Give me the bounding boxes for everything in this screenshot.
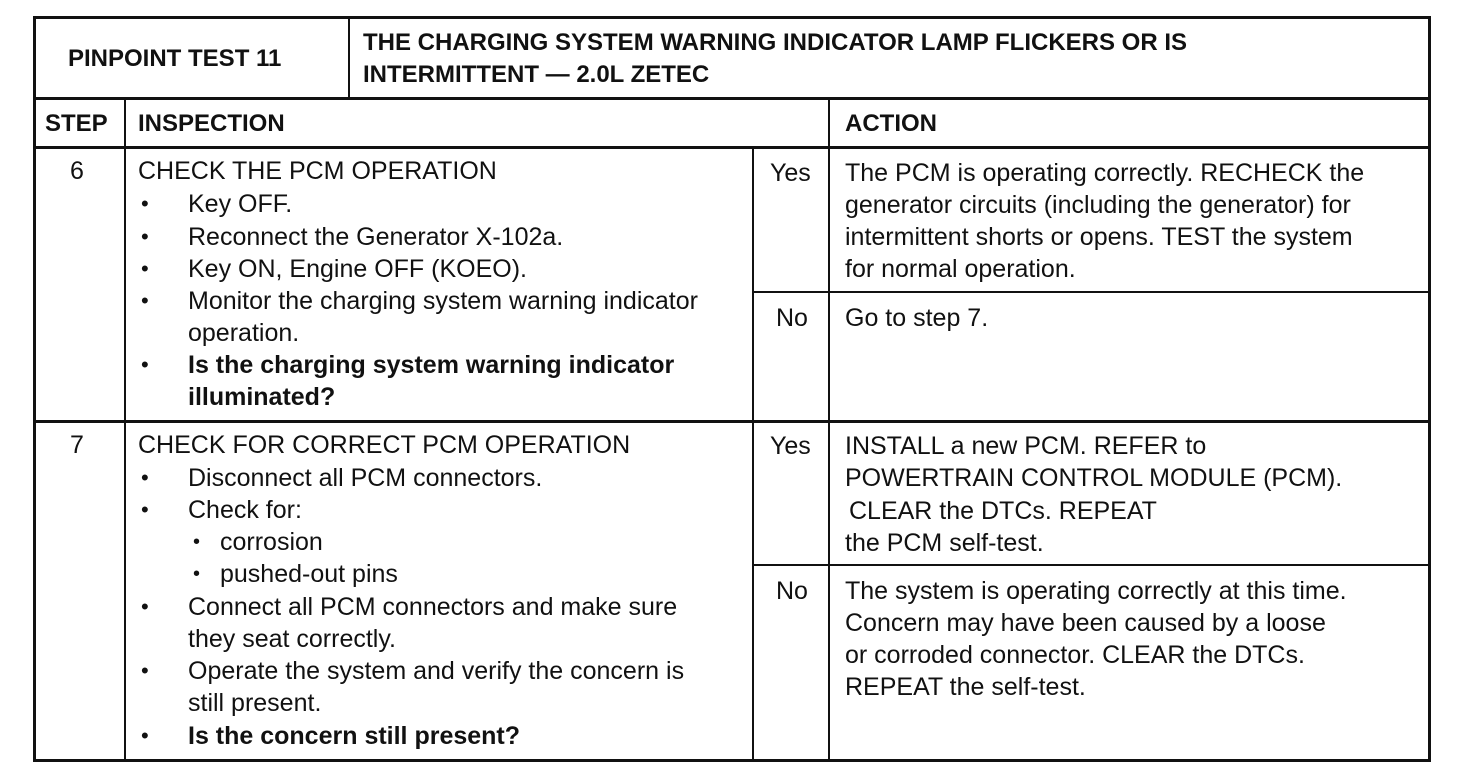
inspection-item: Key ON, Engine OFF (KOEO). <box>188 255 527 283</box>
inspection-question-continued: illuminated? <box>188 383 336 411</box>
no-label: No <box>776 304 808 332</box>
step-heading: CHECK FOR CORRECT PCM OPERATION <box>138 431 631 459</box>
column-header-step: STEP <box>45 110 108 137</box>
inspection-item: Key OFF. <box>188 190 293 218</box>
header-divider <box>348 18 350 98</box>
column-header-inspection: INSPECTION <box>138 110 285 137</box>
bullet-icon: • <box>141 658 149 683</box>
action-line: generator circuits (including the generator) for <box>845 191 1351 219</box>
action-line: The PCM is operating correctly. RECHECK the <box>845 159 1365 187</box>
inspection-divider <box>752 148 754 760</box>
bullet-icon: • <box>141 224 149 249</box>
test-id: PINPOINT TEST 11 <box>68 45 282 72</box>
action-line: intermittent shorts or opens. TEST the system <box>845 223 1353 251</box>
title-rule <box>35 97 1429 100</box>
action-line: Concern may have been caused by a loose <box>845 609 1326 637</box>
step-number: 6 <box>70 157 84 185</box>
inspection-item: Monitor the charging system warning indicator <box>188 287 698 315</box>
inspection-question: Is the charging system warning indicator <box>188 351 675 379</box>
no-label: No <box>776 577 808 605</box>
action-line: The system is operating correctly at this time. <box>845 577 1347 605</box>
yes-label: Yes <box>770 432 811 460</box>
action-line: INSTALL a new PCM. REFER to <box>845 432 1207 460</box>
yes-label: Yes <box>770 159 811 187</box>
action-line: the PCM self-test. <box>845 529 1044 557</box>
action-line: or corroded connector. CLEAR the DTCs. <box>845 641 1305 669</box>
step-number: 7 <box>70 431 84 459</box>
action-line: CLEAR the DTCs. REPEAT <box>849 497 1157 525</box>
inspection-sub-item: corrosion <box>220 528 323 556</box>
test-title-line-1: THE CHARGING SYSTEM WARNING INDICATOR LAMP FLICKERS OR IS <box>363 29 1188 56</box>
inspection-item-continued: still present. <box>188 689 322 717</box>
inspection-item: Disconnect all PCM connectors. <box>188 464 543 492</box>
inspection-item: Operate the system and verify the concern is <box>188 657 685 685</box>
action-line: for normal operation. <box>845 255 1076 283</box>
bullet-icon: • <box>141 288 149 313</box>
bullet-icon: • <box>141 191 149 216</box>
sub-bullet-icon: • <box>193 531 201 553</box>
test-title-line-2: INTERMITTENT — 2.0L ZETEC <box>363 61 710 88</box>
step-row-divider <box>35 420 1429 423</box>
step7-yes-no-divider <box>753 564 1429 566</box>
action-line: POWERTRAIN CONTROL MODULE (PCM). <box>845 464 1343 492</box>
inspection-item-continued: they seat correctly. <box>188 625 396 653</box>
column-header-action: ACTION <box>845 110 937 137</box>
inspection-item-continued: operation. <box>188 319 300 347</box>
inspection-item: Reconnect the Generator X-102a. <box>188 223 564 251</box>
sub-bullet-icon: • <box>193 563 201 585</box>
action-line: Go to step 7. <box>845 304 989 332</box>
bullet-icon: • <box>141 594 149 619</box>
bullet-icon: • <box>141 256 149 281</box>
action-column-divider <box>828 98 830 760</box>
action-line: REPEAT the self-test. <box>845 673 1086 701</box>
step6-yes-no-divider <box>753 291 1429 293</box>
bullet-icon: • <box>141 497 149 522</box>
step-column-divider <box>124 98 126 760</box>
bullet-icon: • <box>141 723 149 748</box>
inspection-question: Is the concern still present? <box>188 722 521 750</box>
step-heading: CHECK THE PCM OPERATION <box>138 157 497 185</box>
inspection-item: Check for: <box>188 496 302 524</box>
bullet-icon: • <box>141 465 149 490</box>
bullet-icon: • <box>141 352 149 377</box>
inspection-item: Connect all PCM connectors and make sure <box>188 593 678 621</box>
inspection-sub-item: pushed-out pins <box>220 560 398 588</box>
column-header-rule <box>35 146 1429 149</box>
